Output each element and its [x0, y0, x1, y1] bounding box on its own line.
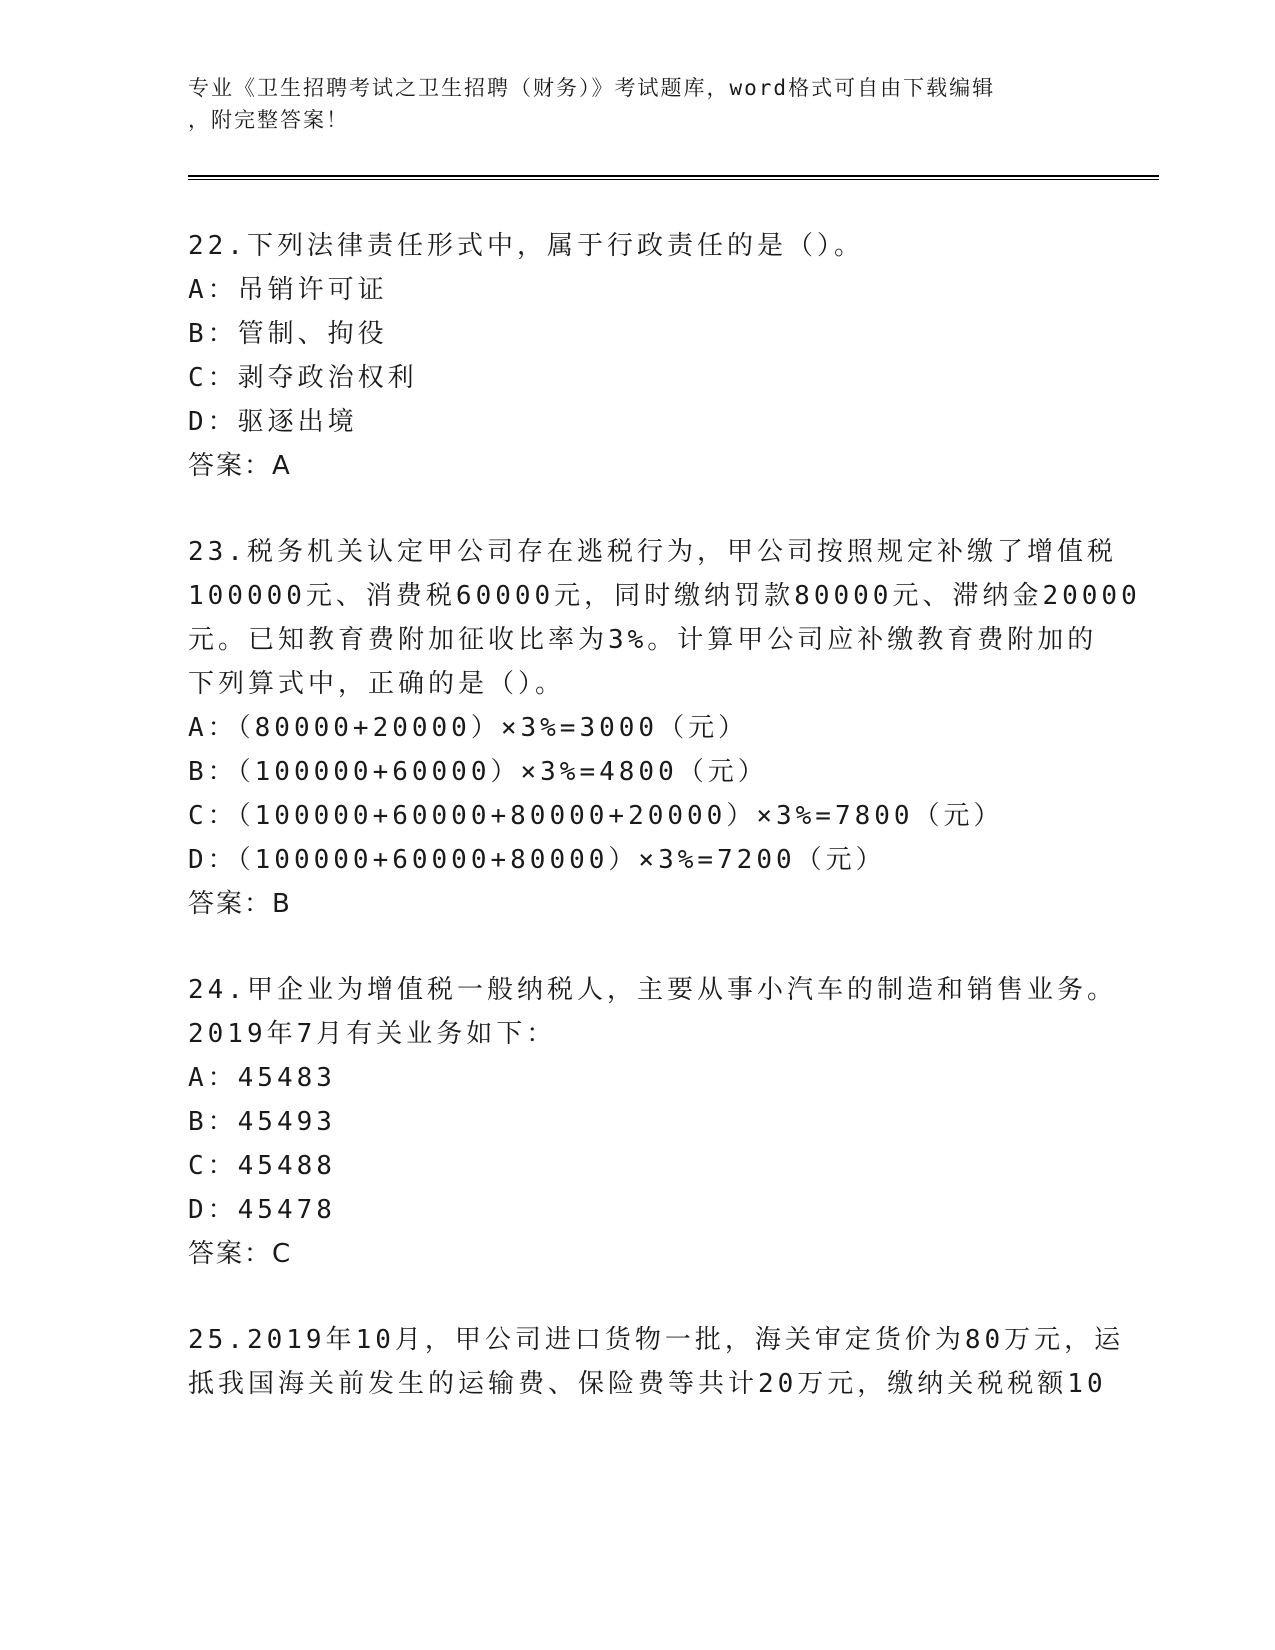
option-b: B：（100000+60000）×3%=4800（元）	[188, 757, 768, 787]
option-a: A：吊销许可证	[188, 275, 388, 305]
option-d: D：（100000+60000+80000）×3%=7200（元）	[188, 845, 886, 875]
option-c: C：剥夺政治权利	[188, 363, 418, 393]
option-d: D：驱逐出境	[188, 407, 358, 437]
question-stem: 23.税务机关认定甲公司存在逃税行为，甲公司按照规定补缴了增值税	[188, 537, 1117, 567]
option-b: B：45493	[188, 1107, 336, 1137]
question-stem: 24.甲企业为增值税一般纳税人，主要从事小汽车的制造和销售业务。	[188, 975, 1117, 1005]
question-stem: 2019年7月有关业务如下：	[188, 1019, 557, 1049]
option-b: B：管制、拘役	[188, 319, 388, 349]
option-c: C：（100000+60000+80000+20000）×3%=7800（元）	[188, 801, 1004, 831]
question-stem: 22.下列法律责任形式中，属于行政责任的是（）。	[188, 231, 864, 261]
answer: 答案：A	[188, 451, 292, 481]
header-divider	[188, 175, 1159, 180]
question-stem: 下列算式中，正确的是（）。	[188, 669, 566, 699]
option-d: D：45478	[188, 1195, 336, 1225]
question-stem: 100000元、消费税60000元，同时缴纳罚款80000元、滞纳金20000	[188, 581, 1141, 611]
question-stem: 元。已知教育费附加征收比率为3%。计算甲公司应补缴教育费附加的	[188, 625, 1098, 655]
option-a: A：（80000+20000）×3%=3000（元）	[188, 713, 749, 743]
question-stem: 25.2019年10月，甲公司进口货物一批，海关审定货价为80万元，运	[188, 1325, 1125, 1355]
question-stem: 抵我国海关前发生的运输费、保险费等共计20万元，缴纳关税税额10	[188, 1369, 1107, 1399]
option-c: C：45488	[188, 1151, 336, 1181]
header-title: 专业《卫生招聘考试之卫生招聘（财务）》考试题库，word格式可自由下载编辑	[188, 76, 996, 100]
answer: 答案：B	[188, 889, 292, 919]
option-a: A：45483	[188, 1063, 336, 1093]
answer: 答案：C	[188, 1239, 293, 1269]
header-title-continued: ，附完整答案！	[188, 108, 349, 132]
